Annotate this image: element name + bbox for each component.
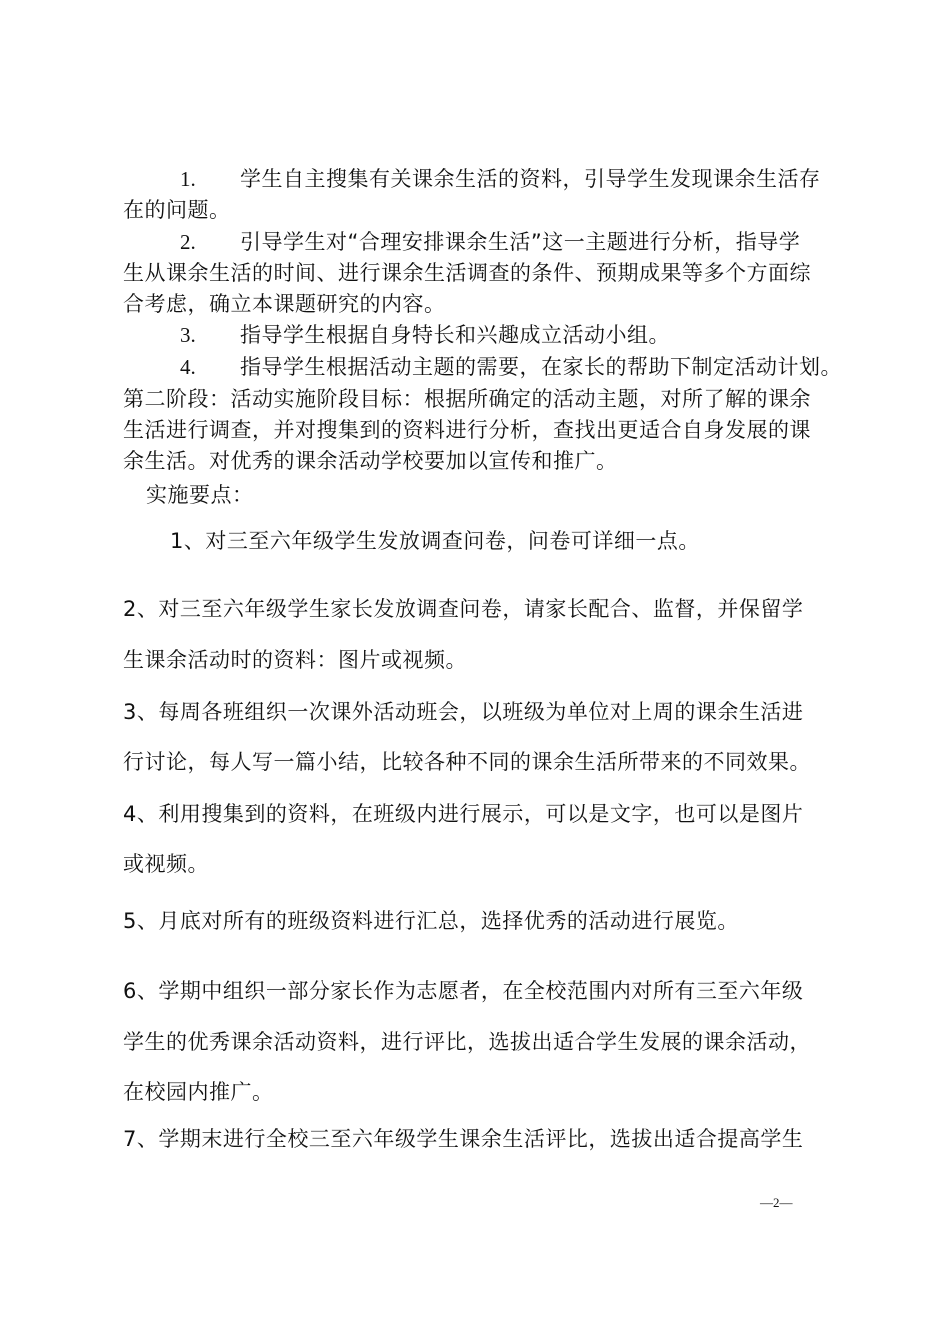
paragraph-line: 生活进行调查，并对搜集到的资料进行分析，查找出更适合自身发展的课 [123, 418, 811, 442]
item-number: 4. [180, 355, 196, 379]
page-number: —2— [760, 1195, 793, 1210]
item-text: 学生自主搜集有关课余生活的资料，引导学生发现课余生活存 [240, 167, 821, 191]
key-point-line: 4、利用搜集到的资料，在班级内进行展示，可以是文字，也可以是图片 [123, 802, 804, 826]
item-number: 1. [180, 167, 196, 191]
key-point-line: 2、对三至六年级学生家长发放调查问卷，请家长配合、监督，并保留学 [123, 597, 804, 621]
item-text: 指导学生根据自身特长和兴趣成立活动小组。 [240, 323, 670, 347]
key-point-line: 在校园内推广。 [123, 1080, 274, 1104]
key-point-line: 6、学期中组织一部分家长作为志愿者，在全校范围内对所有三至六年级 [123, 979, 804, 1003]
key-point-line: 学生的优秀课余活动资料，进行评比，选拔出适合学生发展的课余活动， [123, 1030, 811, 1054]
key-point-line: 生课余活动时的资料：图片或视频。 [123, 648, 467, 672]
key-point-line: 7、学期末进行全校三至六年级学生课余生活评比，选拔出适合提高学生 [123, 1127, 804, 1151]
item-text-continued: 生从课余生活的时间、进行课余生活调查的条件、预期成果等多个方面综 [123, 261, 811, 285]
item-text: 指导学生根据活动主题的需要，在家长的帮助下制定活动计划。 [240, 355, 842, 379]
item-text: 引导学生对“合理安排课余生活”这一主题进行分析，指导学 [240, 230, 801, 254]
item-number: 3. [180, 323, 196, 347]
item-text-continued: 在的问题。 [123, 198, 231, 222]
key-point-line: 3、每周各班组织一次课外活动班会，以班级为单位对上周的课余生活进 [123, 700, 804, 724]
key-point-line: 或视频。 [123, 852, 209, 876]
key-point-line: 1、对三至六年级学生发放调查问卷，问卷可详细一点。 [170, 529, 700, 553]
key-point-line: 5、月底对所有的班级资料进行汇总，选择优秀的活动进行展览。 [123, 909, 739, 933]
item-number: 2. [180, 230, 196, 254]
key-points-heading: 实施要点： [146, 483, 254, 507]
item-text-continued: 合考虑，确立本课题研究的内容。 [123, 292, 446, 316]
paragraph-line: 第二阶段：活动实施阶段目标：根据所确定的活动主题，对所了解的课余 [123, 387, 811, 411]
paragraph-line: 余生活。对优秀的课余活动学校要加以宣传和推广。 [123, 449, 618, 473]
key-point-line: 行讨论，每人写一篇小结，比较各种不同的课余生活所带来的不同效果。 [123, 750, 811, 774]
